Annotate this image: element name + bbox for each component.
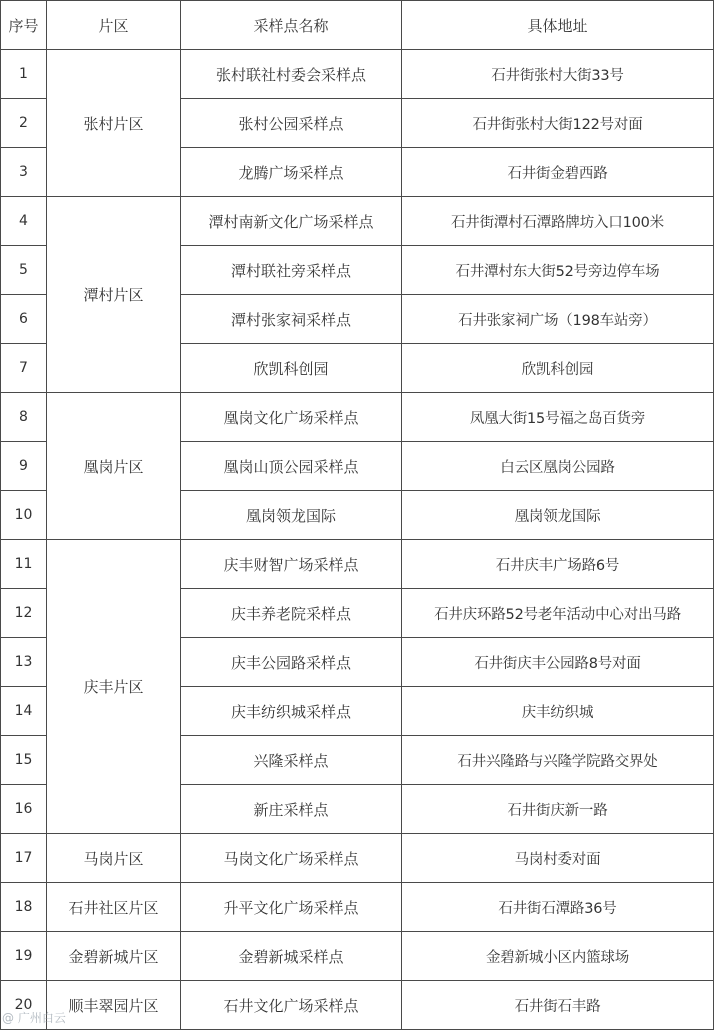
row-address: 石井街潭村石潭路牌坊入口100米 [402, 197, 714, 246]
row-serial-number: 17 [1, 834, 47, 883]
row-serial-number: 9 [1, 442, 47, 491]
table-row [1, 197, 714, 246]
row-address: 石井潭村东大街52号旁边停车场 [402, 246, 714, 295]
row-address: 马岗村委对面 [402, 834, 714, 883]
row-serial-number: 10 [1, 491, 47, 540]
row-district: 庆丰片区 [47, 540, 181, 834]
row-serial-number: 12 [1, 589, 47, 638]
row-serial-number: 1 [1, 50, 47, 99]
row-address: 庆丰纺织城 [402, 687, 714, 736]
table-row [1, 834, 714, 883]
header-district: 片区 [47, 1, 181, 50]
row-site-name: 石井文化广场采样点 [181, 981, 402, 1030]
row-address: 欣凯科创园 [402, 344, 714, 393]
row-address: 石井庆环路52号老年活动中心对出马路 [402, 589, 714, 638]
row-address: 石井街庆丰公园路8号对面 [402, 638, 714, 687]
row-site-name: 潭村南新文化广场采样点 [181, 197, 402, 246]
row-site-name: 张村公园采样点 [181, 99, 402, 148]
row-site-name: 马岗文化广场采样点 [181, 834, 402, 883]
row-address: 石井街庆新一路 [402, 785, 714, 834]
table-row [1, 932, 714, 981]
row-site-name: 凰岗文化广场采样点 [181, 393, 402, 442]
row-district: 潭村片区 [47, 197, 181, 393]
row-serial-number: 4 [1, 197, 47, 246]
header-address: 具体地址 [402, 1, 714, 50]
row-serial-number: 14 [1, 687, 47, 736]
row-district: 张村片区 [47, 50, 181, 197]
watermark-logo: @ 广州白云 [2, 1011, 66, 1025]
header-serial-number: 序号 [1, 1, 47, 50]
row-serial-number: 11 [1, 540, 47, 589]
row-serial-number: 13 [1, 638, 47, 687]
row-serial-number: 19 [1, 932, 47, 981]
row-serial-number: 20 [1, 981, 47, 1030]
row-site-name: 龙腾广场采样点 [181, 148, 402, 197]
table-row [1, 883, 714, 932]
row-district: 顺丰翠园片区 [47, 981, 181, 1030]
row-serial-number: 18 [1, 883, 47, 932]
row-site-name: 张村联社村委会采样点 [181, 50, 402, 99]
row-site-name: 潭村张家祠采样点 [181, 295, 402, 344]
row-address: 石井街金碧西路 [402, 148, 714, 197]
row-district: 石井社区片区 [47, 883, 181, 932]
row-site-name: 庆丰公园路采样点 [181, 638, 402, 687]
header-site-name: 采样点名称 [181, 1, 402, 50]
row-address: 石井街张村大街122号对面 [402, 99, 714, 148]
table-header-row [1, 1, 714, 50]
row-address: 金碧新城小区内篮球场 [402, 932, 714, 981]
table-row [1, 393, 714, 442]
row-site-name: 庆丰养老院采样点 [181, 589, 402, 638]
row-address: 石井张家祠广场（198车站旁） [402, 295, 714, 344]
row-serial-number: 7 [1, 344, 47, 393]
row-site-name: 升平文化广场采样点 [181, 883, 402, 932]
table-row [1, 50, 714, 99]
row-address: 凤凰大街15号福之岛百货旁 [402, 393, 714, 442]
table-row [1, 981, 714, 1030]
table-body [1, 50, 714, 1030]
row-district: 凰岗片区 [47, 393, 181, 540]
table-row [1, 540, 714, 589]
row-serial-number: 16 [1, 785, 47, 834]
row-site-name: 兴隆采样点 [181, 736, 402, 785]
row-address: 白云区凰岗公园路 [402, 442, 714, 491]
row-address: 石井街石潭路36号 [402, 883, 714, 932]
row-address: 石井街石丰路 [402, 981, 714, 1030]
row-district: 金碧新城片区 [47, 932, 181, 981]
row-site-name: 潭村联社旁采样点 [181, 246, 402, 295]
row-address: 石井兴隆路与兴隆学院路交界处 [402, 736, 714, 785]
row-site-name: 金碧新城采样点 [181, 932, 402, 981]
row-site-name: 欣凯科创园 [181, 344, 402, 393]
row-site-name: 凰岗领龙国际 [181, 491, 402, 540]
row-serial-number: 2 [1, 99, 47, 148]
row-district: 马岗片区 [47, 834, 181, 883]
row-site-name: 凰岗山顶公园采样点 [181, 442, 402, 491]
row-site-name: 庆丰财智广场采样点 [181, 540, 402, 589]
row-serial-number: 6 [1, 295, 47, 344]
row-serial-number: 8 [1, 393, 47, 442]
row-address: 凰岗领龙国际 [402, 491, 714, 540]
row-site-name: 庆丰纺织城采样点 [181, 687, 402, 736]
row-serial-number: 3 [1, 148, 47, 197]
row-address: 石井庆丰广场路6号 [402, 540, 714, 589]
row-serial-number: 5 [1, 246, 47, 295]
row-site-name: 新庄采样点 [181, 785, 402, 834]
row-serial-number: 15 [1, 736, 47, 785]
row-address: 石井街张村大街33号 [402, 50, 714, 99]
